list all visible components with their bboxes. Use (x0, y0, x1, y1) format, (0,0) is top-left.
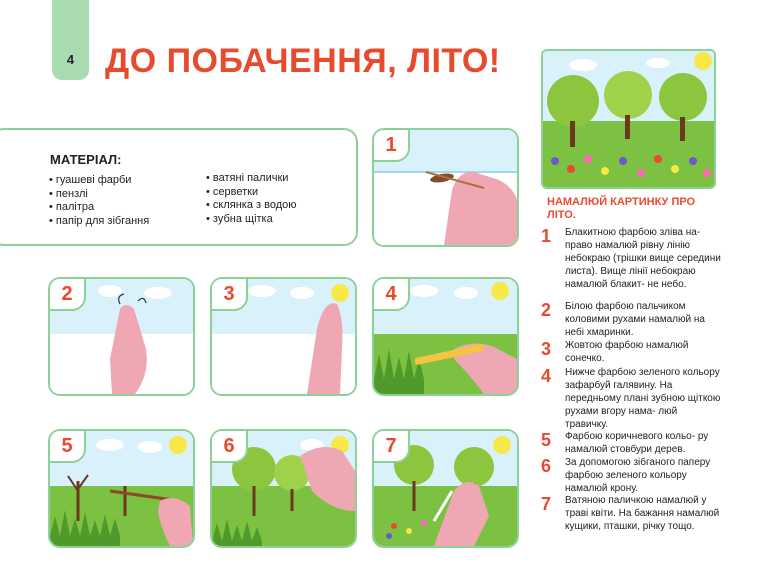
material-item: • ватяні палички (206, 172, 297, 186)
step-text: Ватяною паличкою намалюй у траві квіти. На бажання намалюй кущики, пташки, річку тощо. (565, 495, 720, 532)
step-number: 2 (541, 300, 552, 320)
step-panel-2 (48, 277, 195, 396)
material-item: • серветки (206, 186, 297, 200)
step-badge: 3 (210, 277, 248, 311)
page-title: ДО ПОБАЧЕННЯ, ЛІТО! (105, 42, 501, 80)
page-number: 4 (66, 52, 75, 67)
materials-title: МАТЕРІАЛ: (50, 152, 122, 167)
step-badge: 5 (48, 429, 86, 463)
step-badge: 2 (48, 277, 86, 311)
step-panel-4 (372, 277, 519, 396)
step-text: Нижче фарбою зеленого кольору зафарбуй галявину. На передньому плані зубною щіткою рухами вгору нама- люй травичку. (565, 367, 721, 430)
step-text: Фарбою коричневого кольо- ру намалюй стовбури дерев. (565, 431, 709, 455)
step-text: Блакитною фарбою зліва на- право намалюй рівну лінію небокраю (трішки вище середини листа). Вище лінії небокраю намалюй блакит- не небо. (565, 227, 721, 290)
step-badge: 6 (210, 429, 248, 463)
summer-picture (541, 49, 716, 189)
material-item: • палітра (49, 201, 149, 215)
step-number: 6 (541, 456, 552, 476)
summer-picture-illustration (543, 51, 714, 187)
step-number: 5 (541, 430, 552, 450)
material-item: • гуашеві фарби (49, 174, 149, 188)
material-item: • пензлі (49, 188, 149, 202)
material-item: • папір для зібгання (49, 215, 149, 229)
step-badge: 4 (372, 277, 410, 311)
step-text: Жовтою фарбою намалюй сонечко. (565, 340, 689, 364)
step-number: 4 (541, 366, 552, 386)
materials-list-right (206, 172, 297, 226)
materials-box (0, 128, 358, 246)
step-panel-6 (210, 429, 357, 548)
instructions-heading: НАМАЛЮЙ КАРТИНКУ ПРО ЛІТО. (547, 196, 696, 221)
step-panel-7 (372, 429, 519, 548)
step-text: За допомогою зібганого паперу фарбою зеленого кольору намалюй крону. (565, 457, 711, 494)
step-number: 1 (541, 226, 552, 246)
step-badge: 7 (372, 429, 410, 463)
step-panel-1 (372, 128, 519, 247)
step-number: 7 (541, 494, 552, 514)
step-number: 3 (541, 339, 552, 359)
step-panel-5 (48, 429, 195, 548)
material-item: • зубна щітка (206, 213, 297, 227)
material-item: • склянка з водою (206, 199, 297, 213)
materials-list-left (49, 174, 149, 228)
step-panel-3 (210, 277, 357, 396)
step-badge: 1 (372, 128, 410, 162)
step-text: Білою фарбою пальчиком коловими рухами намалюй на небі хмаринки. (565, 301, 705, 338)
page-tab (52, 0, 89, 80)
